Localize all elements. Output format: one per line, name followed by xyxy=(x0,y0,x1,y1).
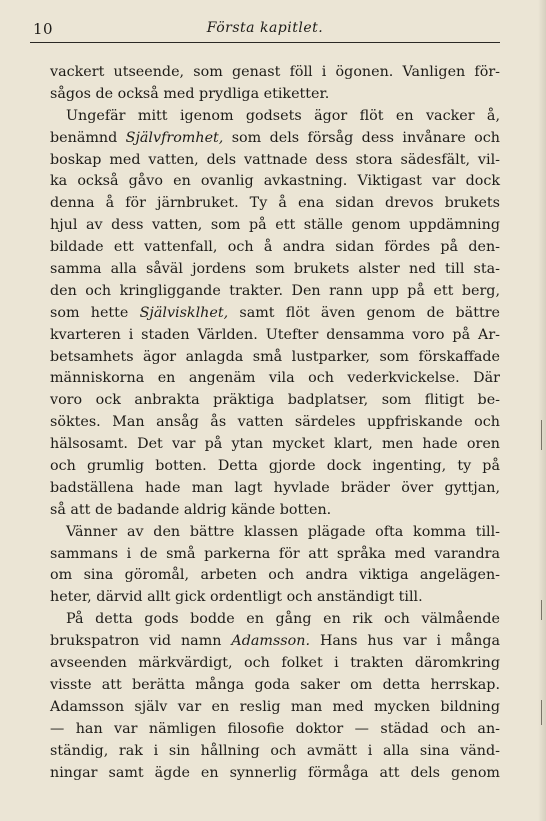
text-line: människorna en angenäm vila och vederkvickelse. Där xyxy=(50,370,500,387)
text-line xyxy=(50,303,500,325)
text-line: söktes. Man ansåg ås vatten särdeles uppfriskande och xyxy=(50,414,500,431)
text-line: hälsosamt. Det var på ytan mycket klart, men hade oren xyxy=(50,436,500,453)
page-number: 10 xyxy=(33,20,54,38)
text-line: På detta gods bodde en gång en rik och välmående xyxy=(66,611,500,628)
text-line: sågos de också med prydliga etiketter. xyxy=(50,85,330,102)
text-line: vackert utseende, som genast föll i ögonen. Vanligen för- xyxy=(50,64,500,80)
page-edge-shadow xyxy=(538,0,546,821)
body-text xyxy=(50,62,500,784)
text-line: betsamhets ägor anlagda små lustparker, som förskaffade xyxy=(50,348,500,365)
text-line: boskap med vatten, dels vattnade dess stora sädesfält, vil- xyxy=(50,151,500,168)
text-line: sammans i de små parkerna för att språka med varandra xyxy=(50,545,500,562)
text-fragment: samt flöt även genom de bättre xyxy=(228,304,500,321)
text-fragment: som hette xyxy=(50,304,140,321)
text-fragment: som dels försåg dess invånare och xyxy=(223,129,500,146)
header-rule xyxy=(30,42,500,43)
text-line: Ungefär mitt igenom godsets ägor flöt en vacker å, xyxy=(66,107,500,124)
text-line: om sina göromål, arbeten och andra viktiga angelägen- xyxy=(50,567,500,584)
text-line: ningar samt ägde en synnerlig förmåga att dels genom xyxy=(50,764,500,781)
text-fragment: brukspatron vid namn xyxy=(50,633,232,650)
italic-river-name: Självfromhet, xyxy=(125,129,224,146)
text-line: Adamsson själv var en reslig man med mycken bildning xyxy=(50,698,500,715)
text-line: badställena hade man lagt hyvlade bräder över gyttjan, xyxy=(50,479,500,496)
text-line: kvarteren i staden Världen. Utefter densamma voro på Ar- xyxy=(50,326,500,343)
text-line xyxy=(50,631,500,653)
text-line: avseenden märkvärdigt, och folket i trakten däromkring xyxy=(50,655,500,672)
page-header xyxy=(30,20,500,42)
text-line: heter, därvid allt gick ordentligt och anständigt till. xyxy=(50,589,423,606)
italic-patron-name: Adamsson. xyxy=(231,633,310,650)
page-edge-mark xyxy=(541,700,542,725)
text-line: ständig, rak i sin hållning och avmätt i alla sina vänd- xyxy=(50,742,500,759)
text-fragment: Hans hus var i många xyxy=(310,633,500,650)
text-line: Vänner av den bättre klassen plägade ofta komma till- xyxy=(66,523,500,540)
text-line: denna å för järnbruket. Ty å ena sidan drevos brukets xyxy=(50,195,500,212)
text-line: så att de badande aldrig kände botten. xyxy=(50,501,332,518)
page-edge-mark xyxy=(541,420,542,450)
text-line: hjul av dess vatten, som på ett ställe genom uppdämning xyxy=(50,217,500,234)
text-line: bildade ett vattenfall, och å andra sidan fördes på den- xyxy=(50,239,500,256)
text-line: den och kringliggande trakter. Den rann upp på ett berg, xyxy=(50,282,500,299)
text-line: voro ock anbrakta präktiga badplatser, som flitigt be- xyxy=(50,392,500,409)
text-fragment: benämnd xyxy=(50,129,126,146)
page-edge-mark xyxy=(541,600,542,620)
text-line: och grumlig botten. Detta gjorde dock ingenting, ty på xyxy=(50,458,500,475)
running-title: Första kapitlet. xyxy=(206,20,324,36)
italic-mountain-name: Självisklhet, xyxy=(139,304,229,321)
text-line xyxy=(50,128,500,150)
text-line: visste att berätta många goda saker om detta herrskap. xyxy=(50,676,500,693)
text-line: samma alla såväl jordens som brukets alster ned till sta- xyxy=(50,261,500,278)
text-line: — han var nämligen filosofie doktor — städad och an- xyxy=(50,720,500,737)
text-line: ka också gåvo en ovanlig avkastning. Viktigast var dock xyxy=(50,173,500,190)
